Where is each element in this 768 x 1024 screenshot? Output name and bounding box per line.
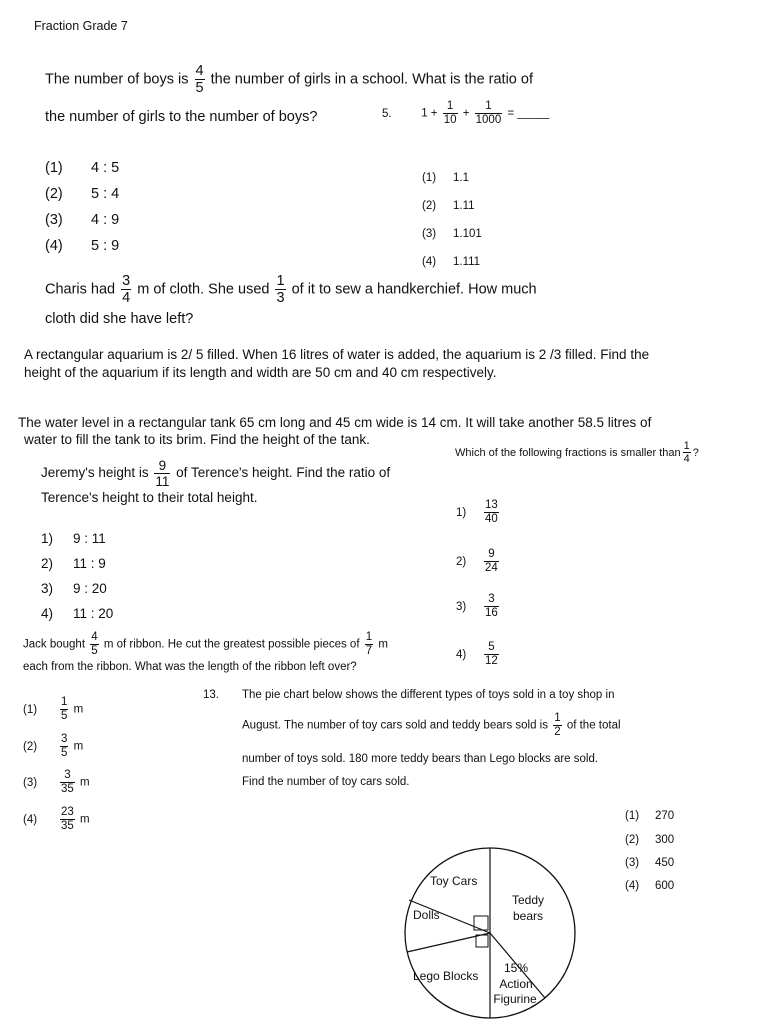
pie-label-bears: bears [512,909,544,923]
question-cloth: Charis had $\frac{3}{4}$ m of cloth. She used $\frac{1}{3}$ of it to sew a handkerchief. How much [45,273,537,306]
question-text-line: Find the number of toy cars sold. [242,776,410,788]
right-angle-marker [476,935,488,947]
question-text-line: August. The number of toy cars sold and teddy bears sold is $\frac{1}{2}$ of the total [242,712,621,738]
question-ratio-girls-boys [45,64,533,95]
question-text: The number of boys is [45,71,189,88]
question-number: 5. [382,107,392,120]
answer-option: (3) 1.101 [422,228,482,240]
fraction: $\frac{4}{5}$ [195,63,204,96]
answer-option: (3) 450 [625,857,675,869]
question-smaller-fraction: Which of the following fractions is smaller than $\frac{1}{4}$ ? [455,440,699,465]
question-text: the number of girls in a school. What is the ratio of [210,71,533,88]
fraction: $\frac{9}{11}$ [155,458,170,489]
pie-label-percent: 15% [503,961,529,975]
fraction: $\frac{1}{7}$ [365,631,373,657]
answer-option: 3) 9 : 20 [41,581,107,596]
question-jeremy: Jeremy's height is $\frac{9}{11}$ of Terence's height. Find the ratio of [41,458,391,489]
fraction: $\frac{1}{4}$ [683,440,690,465]
answer-option: (4) 600 [625,880,675,892]
answer-option: (4) 1.111 [422,256,481,268]
question-text-line: cloth did she have left? [45,311,194,327]
answer-option: 4) 11 : 20 [41,606,114,621]
fraction: $\frac{1}{1000}$ [475,100,502,126]
question-text-line: each from the ribbon. What was the length of the ribbon left over? [23,661,357,673]
question-13: 13. The pie chart below shows the different types of toys sold in a toy shop in [203,689,615,701]
question-5: 5. 1 + $\frac{1}{10}$ + $\frac{1}{1000}$ = _____ [382,100,550,126]
question-ribbon: Jack bought $\frac{4}{5}$ m of ribbon. He cut the greatest possible pieces of $\frac{1}{7}$ m [23,631,388,657]
pie-label-figurine: Figurine [493,992,537,1006]
answer-option: (2) 1.11 [422,200,475,212]
pie-label-lego-blocks: Lego Blocks [413,969,479,983]
question-aquarium: A rectangular aquarium is 2/ 5 filled. When 16 litres of water is added, the aquarium is 2 /3 filled. Find the [24,347,650,362]
answer-option: (4) $\frac{23}{35}$ m [23,806,90,832]
answer-option: 2) 11 : 9 [41,556,106,571]
answer-option: (1) $\frac{1}{5}$ m [23,696,84,722]
answer-option: (4) 5 : 9 [45,238,120,254]
pie-divider [407,933,490,952]
answer-option: (2) 300 [625,834,675,846]
answer-option: 1) $\frac{13}{40}$ [456,499,498,525]
answer-option: 1) 9 : 11 [41,531,106,546]
fraction: $\frac{1}{2}$ [554,712,561,738]
toys-pie-chart [400,840,590,1024]
fraction: $\frac{3}{4}$ [122,273,131,306]
question-text-line: Terence's height to their total height. [41,490,258,505]
answer-option: (1) 1.1 [422,172,469,184]
answer-option: (3) $\frac{3}{35}$ m [23,769,90,795]
question-text-line: the number of girls to the number of boys? [45,109,318,125]
question-text-line: height of the aquarium if its length and width are 50 cm and 40 cm respectively. [24,365,497,380]
page-header: Fraction Grade 7 [34,19,128,33]
question-number: 13. [203,689,219,701]
pie-label-dolls: Dolls [413,908,440,922]
answer-option: (1) 270 [625,810,675,822]
fraction: $\frac{4}{5}$ [91,631,98,657]
pie-label-teddy: Teddy [511,893,545,907]
answer-option: 2) $\frac{9}{24}$ [456,548,498,574]
fraction: $\frac{1}{3}$ [276,273,285,306]
question-text-line: number of toys sold. 180 more teddy bears than Lego blocks are sold. [242,753,599,765]
answer-option: (1) 4 : 5 [45,160,120,176]
pie-label-toy-cars: Toy Cars [430,874,478,888]
answer-option: 4) $\frac{5}{12}$ [456,641,498,667]
answer-option: (2) 5 : 4 [45,186,120,202]
fraction: $\frac{1}{10}$ [443,100,457,126]
answer-option: (3) 4 : 9 [45,212,120,228]
question-text-line: water to fill the tank to its brim. Find the height of the tank. [24,432,370,447]
question-tank: The water level in a rectangular tank 65 cm long and 45 cm wide is 14 cm. It will take another 58.5 litres of [18,415,652,430]
answer-option: 3) $\frac{3}{16}$ [456,593,498,619]
answer-option: (2) $\frac{3}{5}$ m [23,733,84,759]
pie-label-action: Action [499,977,533,991]
